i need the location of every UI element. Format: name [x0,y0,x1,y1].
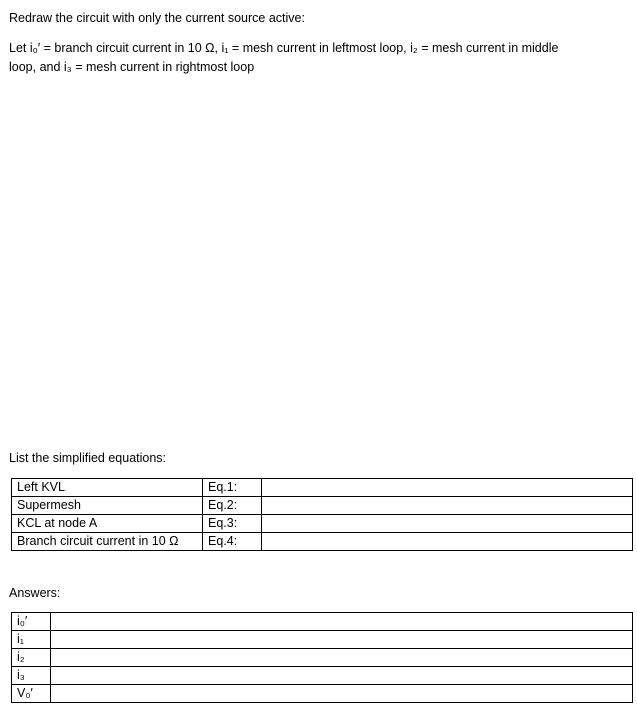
equation-row [12,533,633,551]
answer-variable: i₀′ [12,613,51,631]
answers-table [11,612,633,703]
answer-row [12,631,633,649]
answer-variable: i₃ [12,667,51,685]
equation-number: Eq.2: [203,497,262,515]
equation-label: Supermesh [12,497,203,515]
equation-answer-cell[interactable] [262,479,633,497]
equations-heading: List the simplified equations: [9,451,167,465]
equation-label: Left KVL [12,479,203,497]
equation-number: Eq.4: [203,533,262,551]
circuit-drawing-area[interactable] [9,85,629,440]
answer-variable: i₁ [12,631,51,649]
answer-value-cell[interactable] [51,613,633,631]
answer-row [12,685,633,703]
equation-answer-cell[interactable] [262,515,633,533]
answer-row [12,667,633,685]
equation-row [12,479,633,497]
equation-number: Eq.1: [203,479,262,497]
answers-heading: Answers: [9,586,61,600]
equation-number: Eq.3: [203,515,262,533]
answer-value-cell[interactable] [51,667,633,685]
answer-row [12,613,633,631]
answer-row [12,649,633,667]
equation-row [12,515,633,533]
equation-label: KCL at node A [12,515,203,533]
definitions-text-line-2: loop, and i₃ = mesh current in rightmost loop [9,60,255,74]
answer-value-cell[interactable] [51,685,633,703]
equations-table [11,478,633,551]
answer-variable: V₀′ [12,685,51,703]
answer-value-cell[interactable] [51,631,633,649]
equation-answer-cell[interactable] [262,497,633,515]
answer-value-cell[interactable] [51,649,633,667]
equation-row [12,497,633,515]
equation-label: Branch circuit current in 10 Ω [12,533,203,551]
definitions-text-line-1: Let i₀′ = branch circuit current in 10 Ω, i₁ = mesh current in leftmost loop, i₂ = mesh current in middle [9,41,559,55]
equation-answer-cell[interactable] [262,533,633,551]
instruction-text: Redraw the circuit with only the current source active: [9,11,305,25]
answer-variable: i₂ [12,649,51,667]
